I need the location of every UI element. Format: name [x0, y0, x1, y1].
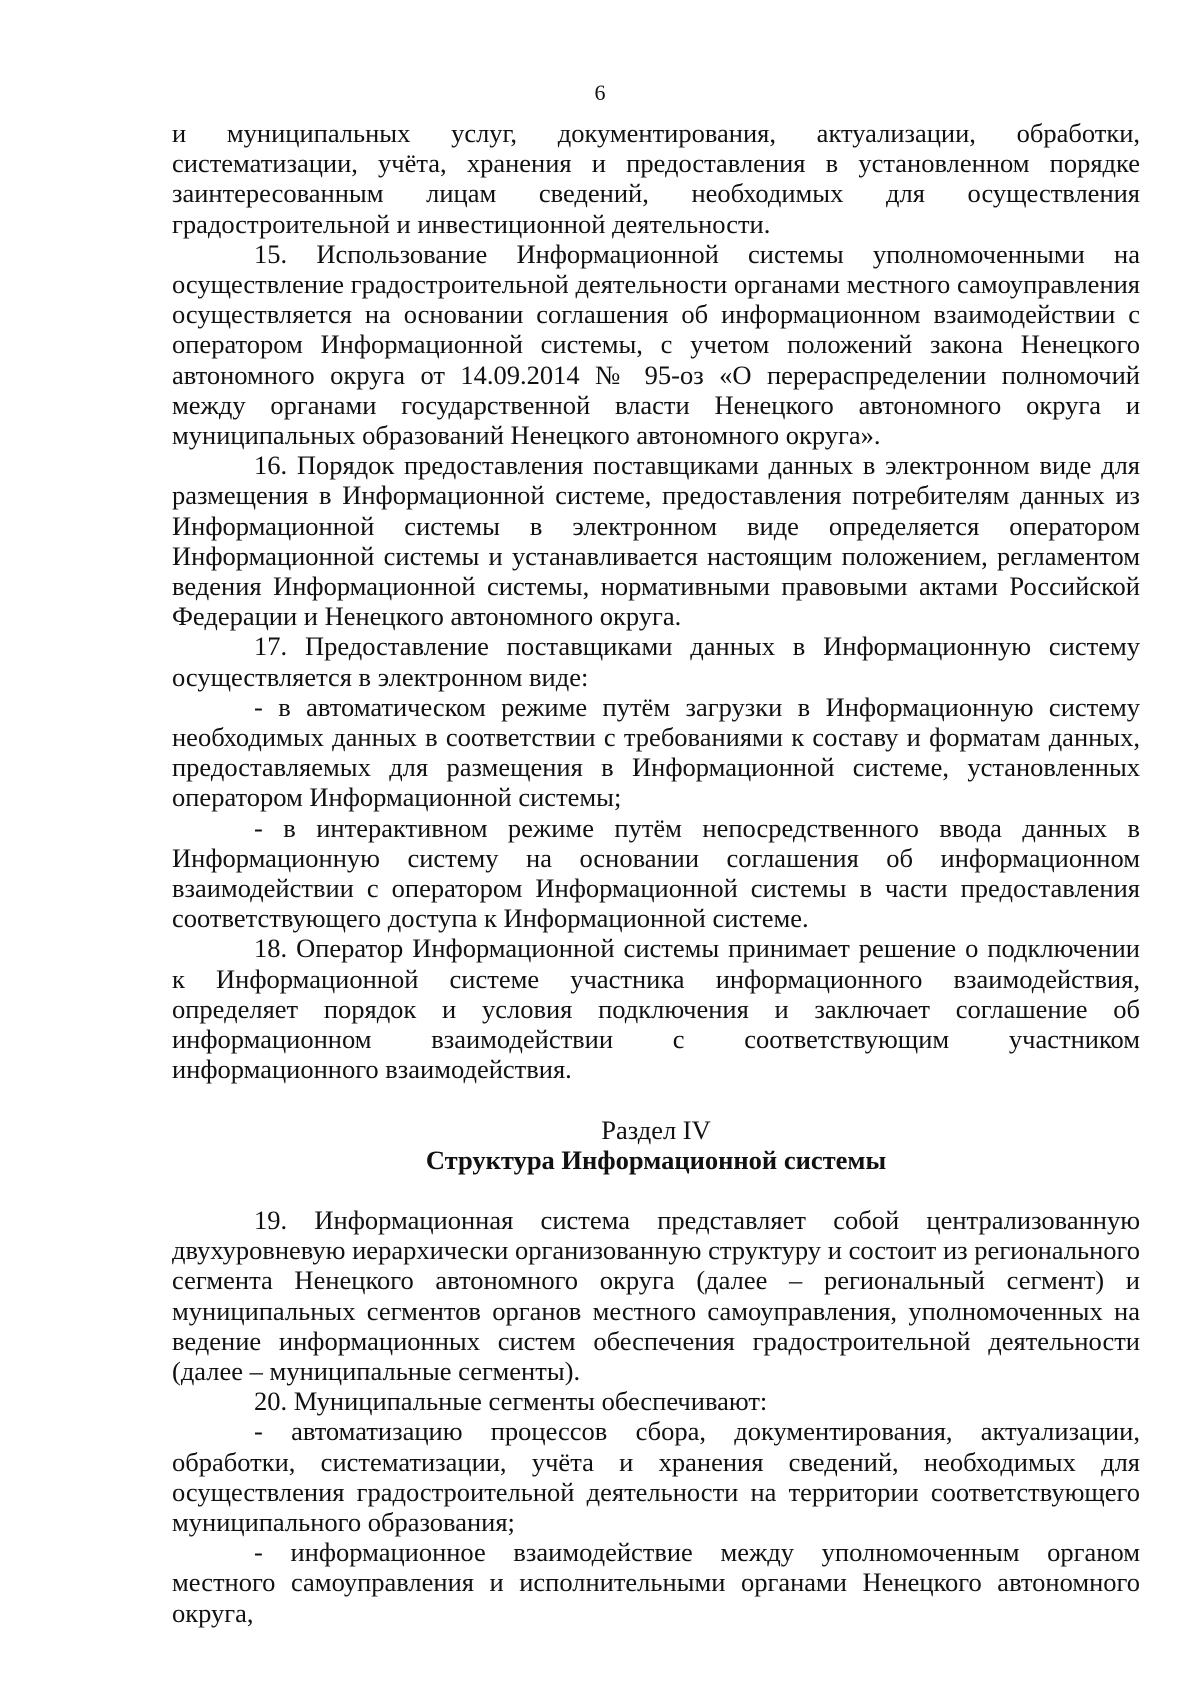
- paragraph-20-item-2: - информационное взаимодействие между уполномоченным органом местного самоуправления и исполнительными органами Ненецкого автономного округа,: [172, 1537, 1140, 1628]
- paragraph-17-item-1: - в автоматическом режиме путём загрузки в Информационную систему необходимых данных в соответствии с требованиями к составу и форматам данных, предоставляемых для размещения в Информационной системе, установленных оператором Информационной системы;: [172, 691, 1140, 813]
- paragraph-20: 20. Муниципальные сегменты обеспечивают:: [254, 1386, 768, 1417]
- section-title: Структура Информационной системы: [425, 1144, 887, 1175]
- paragraph-19: 19. Информационная система представляет собой централизованную двухуровневую иерархически организованную структуру и состоит из регионального сегмента Ненецкого автономного округа (далее – региональный сегмент) и муниципальных сегментов органов местного самоуправления, уполномоченных на ведение информационных систем обеспечения градостроительной деятельности (далее – муниципальные сегменты).: [172, 1204, 1140, 1386]
- paragraph-17: 17. Предоставление поставщиками данных в Информационную систему осуществляется в электронном виде:: [172, 631, 1140, 692]
- paragraph-continuation: и муниципальных услуг, документирования, актуализации, обработки, систематизации, учёта, хранения и предоставления в установленном порядке заинтересованным лицам сведений, необходимых для осуществления градостроительной и инвестиционной деятельности.: [172, 118, 1140, 239]
- paragraph-16: 16. Порядок предоставления поставщиками данных в электронном виде для размещения в Информационной системе, предоставления потребителям данных из Информационной системы в электронном виде определяется оператором Информационной системы и устанавливается настоящим положением, регламентом ведения Информационной системы, нормативными правовыми актами Российской Федерации и Ненецкого автономного округа.: [172, 450, 1140, 632]
- document-body: [172, 118, 1140, 1628]
- paragraph-18: 18. Оператор Информационной системы принимает решение о подключении к Информационной системе участника информационного взаимодействия, определяет порядок и условия подключения и заключает соглашение об информационном взаимодействии с соответствующим участником информационного взаимодействия.: [172, 933, 1140, 1085]
- paragraph-20-item-1: - автоматизацию процессов сбора, документирования, актуализации, обработки, систематизации, учёта и хранения сведений, необходимых для осуществления градостроительной деятельности на территории соответствующего муниципального образования;: [172, 1416, 1140, 1537]
- page-number: 6: [594, 80, 606, 105]
- paragraph-15: 15. Использование Информационной системы уполномоченными на осуществление градостроительной деятельности органами местного самоуправления осуществляется на основании соглашения об информационном взаимодействии с оператором Информационной системы, с учетом положений закона Ненецкого автономного округа от 14.09.2014 № 95-оз «О перераспределении полномочий между органами государственной власти Ненецкого автономного округа и муниципальных образований Ненецкого автономного округа».: [172, 238, 1140, 451]
- section-spacer: [172, 1175, 1140, 1205]
- section-spacer: [172, 1085, 1140, 1115]
- section-label: Раздел IV: [601, 1114, 711, 1145]
- paragraph-17-item-2: - в интерактивном режиме путём непосредственного ввода данных в Информационную систему на основании соглашения об информационном взаимодействии с оператором Информационной системы в части предоставления соответствующего доступа к Информационной системе.: [172, 812, 1140, 934]
